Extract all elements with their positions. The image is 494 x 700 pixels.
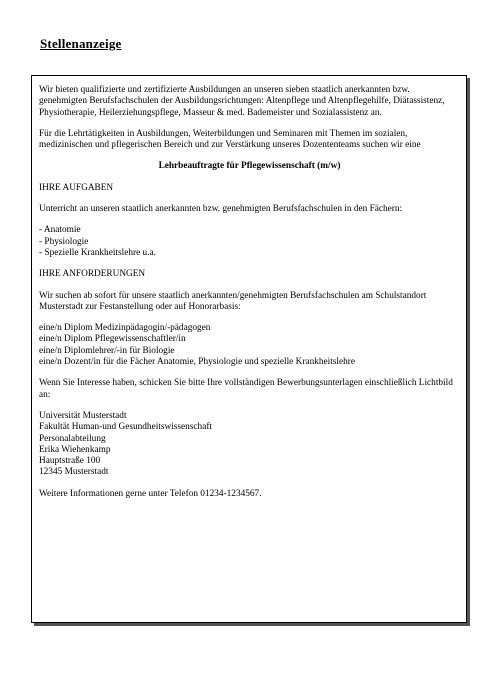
tasks-text: Unterricht an unseren staatlich anerkannten bzw. genehmigten Berufsfachschulen in den Fächern:	[39, 204, 403, 215]
requirements-text: Wir suchen ab sofort für unsere staatlich anerkannten/genehmigten Berufsfachschulen am Schulstandort Musterstadt zur Festanstellung oder auf Honorarbasis:	[39, 290, 427, 312]
position-title: Lehrbeauftragte für Pflegewissenschaft (m/w)	[158, 161, 341, 172]
address-line: Erika Wiehenkamp	[39, 444, 111, 455]
profile-item: eine/n Diplomlehrer/-in für Biologie	[39, 345, 175, 356]
contact-info: Weitere Informationen gerne unter Telefon 01234-1234567.	[39, 488, 262, 499]
subject-list	[39, 225, 460, 259]
tasks-heading: IHRE AUFGABEN	[39, 182, 114, 193]
subject-item: - Anatomie	[39, 225, 81, 236]
profile-item: eine/n Diplom Pflegewissenschaftler/in	[39, 334, 186, 345]
address-line: Fakultät Human-und Gesundheitswissenschaft	[39, 422, 212, 433]
page-title: Stellenanzeige	[40, 36, 122, 51]
profile-item: eine/n Dozent/in für die Fächer Anatomie, Physiologie und spezielle Krankheitslehre	[39, 357, 356, 368]
address-line: Personalabteilung	[39, 433, 106, 444]
job-ad-box	[31, 75, 467, 623]
intro-paragraph: Wir bieten qualifizierte und zertifizierte Ausbildungen an unseren sieben staatlich anerkannten bzw. genehmigten Berufsfachschulen der Ausbildungsrichtungen: Altenpflege und Altenpflegehilfe, Diätassistenz, Physiotherapie, Heilerziehungspflege, Masseur & med. Bademeister und Sozialassistenz an.	[39, 85, 445, 118]
subject-item: - Physiologie	[39, 236, 89, 247]
search-paragraph: Für die Lehrtätigkeiten in Ausbildungen, Weiterbildungen und Seminaren mit Themen im sozialen, medizinischen und pflegerischen Bereich und zur Verstärkung unseres Dozententeams suchen wir eine	[39, 128, 421, 151]
subject-item: - Spezielle Krankheitslehre u.a.	[39, 247, 156, 258]
address-line: Universität Musterstadt	[39, 410, 127, 421]
application-text: Wenn Sie Interesse haben, schicken Sie bitte Ihre vollständigen Bewerbungsunterlagen einschließlich Lichtbild an:	[39, 378, 453, 400]
address-line: 12345 Musterstadt	[39, 467, 109, 478]
requirements-heading: IHRE ANFORDERUNGEN	[39, 269, 146, 280]
address-line: Hauptstraße 100	[39, 456, 101, 467]
profile-list	[39, 323, 460, 368]
profile-item: eine/n Diplom Medizinpädagogin/-pädagogen	[39, 323, 211, 334]
address-block	[39, 411, 460, 479]
